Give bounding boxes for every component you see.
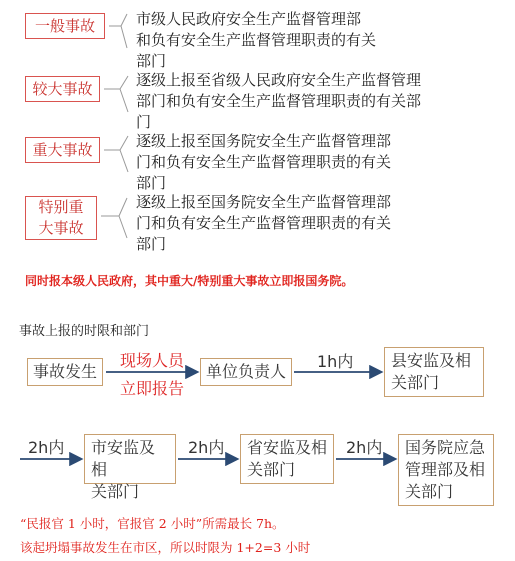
section-title: 事故上报的时限和部门 [19, 324, 150, 339]
flow-label-1h: 1h内 [317, 352, 354, 371]
level-serious-text: 重大事故 [32, 140, 93, 159]
level-extra-text-line2: 大事故 [38, 219, 84, 237]
flow-box-state-line: 关部门 [405, 482, 454, 501]
desc-line: 部门 [136, 52, 167, 70]
flow-label-onsite: 现场人员 [120, 351, 185, 370]
flow-label-immediate: 立即报告 [120, 379, 185, 398]
flow-label-2h-c: 2h内 [346, 438, 383, 457]
flow-box-unit-leader [200, 358, 292, 386]
desc-line: 逐级上报至国务院安全生产监督管理部 [136, 193, 392, 211]
flow-box-city-line: 市安监及相 [91, 438, 156, 479]
report-note: 同时报本级人民政府，其中重大/特别重大事故立即报国务院。 [25, 274, 354, 288]
desc-line: 逐级上报至省级人民政府安全生产监督管理 [136, 71, 422, 89]
level-general-text: 一般事故 [34, 16, 95, 35]
desc-line: 门 [136, 113, 152, 131]
flow-box-state-line: 国务院应急 [405, 438, 486, 457]
flow-box-state-line: 管理部及相 [405, 460, 486, 479]
level-major-text: 较大事故 [32, 79, 93, 98]
flow-label-2h-b: 2h内 [188, 438, 225, 457]
desc-line: 部门 [136, 235, 167, 253]
desc-line: 市级人民政府安全生产监督管理部 [136, 10, 362, 28]
flow-label-2h-a: 2h内 [28, 438, 65, 457]
flow-box-incident-text: 事故发生 [33, 362, 98, 381]
flow-box-county [384, 347, 484, 397]
flow-box-state-council [398, 434, 494, 506]
flow-box-county-line: 关部门 [391, 373, 440, 392]
flow-box-incident [27, 358, 103, 386]
desc-line: 部门 [136, 174, 167, 192]
desc-line: 部门和负有安全生产监督管理职责的有关部 [136, 92, 422, 110]
desc-line: 和负有安全生产监督管理职责的有关 [136, 31, 377, 49]
flow-box-province [240, 434, 334, 484]
footer-line-2: 该起坍塌事故发生在市区，所以时限为 1+2=3 小时 [20, 540, 311, 555]
flow-box-city [84, 434, 176, 501]
flow-box-province-line: 关部门 [247, 460, 296, 479]
flow-box-unit-leader-text: 单位负责人 [206, 362, 287, 381]
flow-box-county-line: 县安监及相 [391, 351, 472, 370]
flow-box-province-line: 省安监及相 [247, 438, 328, 457]
desc-line: 门和负有安全生产监督管理职责的有关 [136, 153, 392, 171]
flow-box-city-line: 关部门 [91, 482, 140, 501]
level-extra-text-line1: 特别重 [38, 198, 84, 216]
desc-line: 门和负有安全生产监督管理职责的有关 [136, 214, 392, 232]
footer-line-1: “民报官 1 小时，官报官 2 小时”所需最长 7h。 [20, 516, 285, 531]
desc-line: 逐级上报至国务院安全生产监督管理部 [136, 132, 392, 150]
